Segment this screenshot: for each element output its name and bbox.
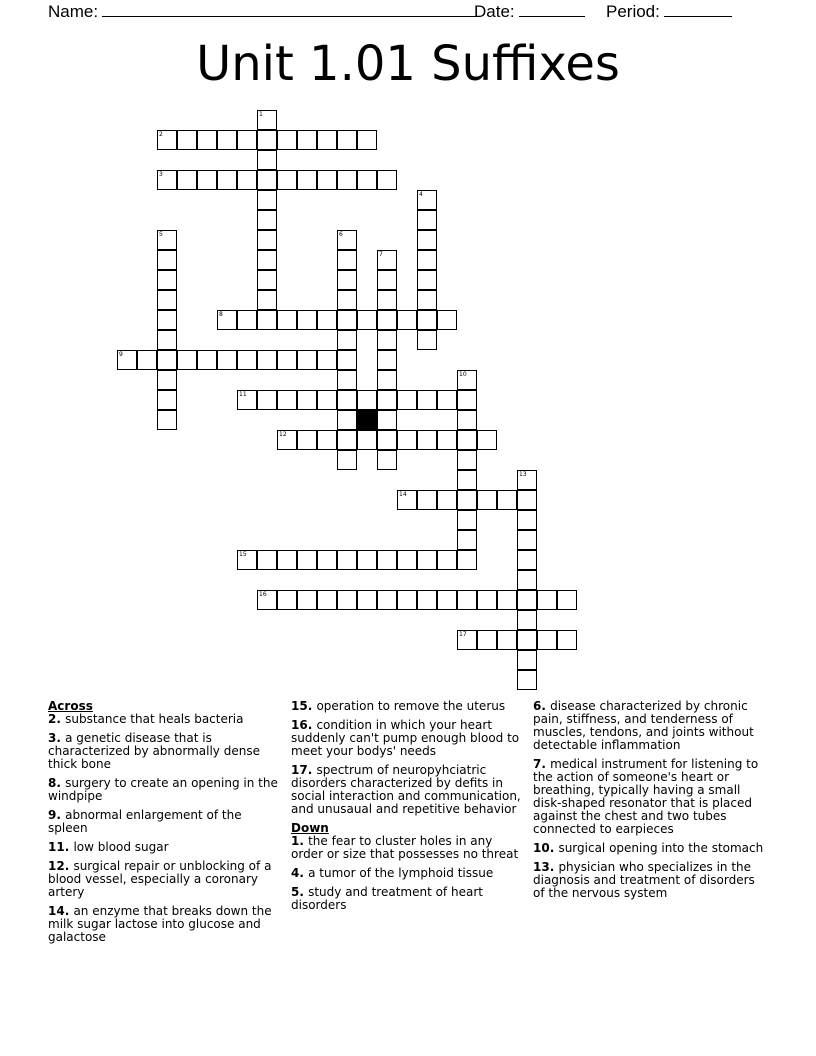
grid-cell[interactable] (397, 590, 417, 610)
grid-cell[interactable] (257, 590, 277, 610)
grid-cell[interactable] (157, 170, 177, 190)
grid-cell[interactable] (397, 430, 417, 450)
grid-cell[interactable] (297, 390, 317, 410)
grid-cell[interactable] (537, 590, 557, 610)
clue-number: 6 (339, 231, 343, 238)
name-label: Name: (48, 2, 99, 21)
clue-item (291, 764, 525, 816)
grid-cell[interactable] (357, 390, 377, 410)
grid-cell[interactable] (197, 130, 217, 150)
grid-cell[interactable] (497, 590, 517, 610)
grid-cell[interactable] (397, 490, 417, 510)
clue-item (291, 835, 525, 861)
clue-text: a tumor of the lymphoid tissue (308, 866, 494, 880)
grid-cell[interactable] (357, 170, 377, 190)
grid-cell[interactable] (237, 130, 257, 150)
grid-cell[interactable] (257, 290, 277, 310)
clue-item (48, 905, 280, 944)
grid-cell[interactable] (457, 550, 477, 570)
clue-item (48, 841, 280, 854)
grid-cell[interactable] (217, 170, 237, 190)
grid-cell[interactable] (257, 170, 277, 190)
clues-column-3 (533, 700, 769, 906)
grid-cell[interactable] (337, 270, 357, 290)
clue-text: condition in which your heart suddenly can't pump enough blood to meet your bodys' needs (291, 718, 520, 758)
grid-cell[interactable] (377, 410, 397, 430)
clue-number-label: 1. (291, 834, 309, 848)
clue-number-label: 7. (533, 757, 551, 771)
grid-cell[interactable] (337, 590, 357, 610)
grid-cell[interactable] (457, 510, 477, 530)
grid-cell[interactable] (517, 610, 537, 630)
clue-number: 17 (459, 631, 467, 638)
grid-cell[interactable] (417, 390, 437, 410)
grid-cell[interactable] (457, 430, 477, 450)
clue-number: 11 (239, 391, 247, 398)
clue-number: 2 (159, 131, 163, 138)
grid-cell[interactable] (277, 170, 297, 190)
grid-cell[interactable] (337, 170, 357, 190)
grid-cell[interactable] (337, 370, 357, 390)
grid-cell[interactable] (277, 430, 297, 450)
clue-item (533, 758, 769, 836)
grid-cell[interactable] (317, 130, 337, 150)
grid-cell[interactable] (337, 330, 357, 350)
grid-cell[interactable] (517, 630, 537, 650)
clues-section (0, 700, 816, 1000)
grid-cell[interactable] (317, 430, 337, 450)
clues-column-1 (48, 700, 280, 950)
grid-cell[interactable] (157, 250, 177, 270)
grid-cell[interactable] (257, 150, 277, 170)
grid-cell[interactable] (297, 350, 317, 370)
grid-cell[interactable] (317, 550, 337, 570)
grid-cell[interactable] (417, 590, 437, 610)
grid-cell[interactable] (437, 550, 457, 570)
grid-cell[interactable] (417, 430, 437, 450)
grid-cell[interactable] (477, 590, 497, 610)
clue-number: 16 (259, 591, 267, 598)
clue-number-label: 6. (533, 699, 551, 713)
grid-cell[interactable] (457, 630, 477, 650)
grid-cell[interactable] (477, 490, 497, 510)
clue-number-label: 14. (48, 904, 74, 918)
grid-cell[interactable] (357, 590, 377, 610)
grid-cell[interactable] (157, 330, 177, 350)
grid-cell[interactable] (417, 190, 437, 210)
grid-cell[interactable] (257, 250, 277, 270)
grid-cell[interactable] (517, 470, 537, 490)
grid-cell[interactable] (377, 170, 397, 190)
grid-cell[interactable] (457, 490, 477, 510)
clue-item (533, 700, 769, 752)
grid-cell[interactable] (417, 290, 437, 310)
grid-cell[interactable] (457, 370, 477, 390)
grid-cell[interactable] (357, 130, 377, 150)
grid-cell[interactable] (377, 250, 397, 270)
clue-number: 1 (259, 111, 263, 118)
clue-text: an enzyme that breaks down the milk sugar lactose into glucose and galactose (48, 904, 272, 944)
grid-cell[interactable] (157, 390, 177, 410)
grid-cell[interactable] (417, 270, 437, 290)
clue-number-label: 11. (48, 840, 74, 854)
grid-cell[interactable] (137, 350, 157, 370)
grid-cell[interactable] (317, 350, 337, 370)
grid-cell[interactable] (457, 410, 477, 430)
clue-item (48, 732, 280, 771)
grid-cell[interactable] (277, 390, 297, 410)
period-label: Period: (606, 2, 660, 21)
grid-cell[interactable] (517, 570, 537, 590)
grid-cell[interactable] (437, 590, 457, 610)
grid-cell[interactable] (377, 430, 397, 450)
grid-cell[interactable] (157, 230, 177, 250)
clue-number-label: 8. (48, 776, 66, 790)
clue-number-label: 9. (48, 808, 66, 822)
grid-cell[interactable] (277, 130, 297, 150)
grid-cell[interactable] (417, 310, 437, 330)
clue-number: 7 (379, 251, 383, 258)
clue-item (291, 867, 525, 880)
clue-number-label: 15. (291, 699, 317, 713)
grid-cell[interactable] (357, 430, 377, 450)
grid-cell[interactable] (297, 430, 317, 450)
clue-number-label: 16. (291, 718, 317, 732)
grid-cell[interactable] (417, 230, 437, 250)
grid-cell[interactable] (257, 550, 277, 570)
grid-cell[interactable] (337, 310, 357, 330)
clue-text: surgery to create an opening in the windpipe (48, 776, 278, 803)
grid-cell[interactable] (517, 550, 537, 570)
grid-cell[interactable] (277, 550, 297, 570)
grid-cell[interactable] (317, 390, 337, 410)
grid-cell[interactable] (217, 130, 237, 150)
clue-number: 10 (459, 371, 467, 378)
clue-text: disease characterized by chronic pain, stiffness, and tenderness of muscles, tendons, and joints without detectable inflammation (533, 699, 754, 752)
date-label: Date: (474, 2, 515, 21)
clue-item (291, 700, 525, 713)
grid-cell[interactable] (377, 550, 397, 570)
grid-cell[interactable] (157, 410, 177, 430)
grid-cell[interactable] (337, 350, 357, 370)
grid-cell[interactable] (377, 370, 397, 390)
grid-cell[interactable] (257, 390, 277, 410)
grid-cell[interactable] (197, 350, 217, 370)
clue-text: medical instrument for listening to the action of someone's heart or breathing, typically having a small disk-shaped resonator that is placed against the chest and two tubes connected to earpieces (533, 757, 759, 836)
grid-cell[interactable] (417, 490, 437, 510)
clue-text: substance that heals bacteria (65, 712, 244, 726)
grid-cell[interactable] (497, 490, 517, 510)
grid-cell[interactable] (277, 310, 297, 330)
grid-cell[interactable] (277, 590, 297, 610)
grid-cell[interactable] (517, 650, 537, 670)
grid-cell[interactable] (337, 450, 357, 470)
grid-cell[interactable] (357, 310, 377, 330)
grid-cell[interactable] (257, 350, 277, 370)
grid-cell[interactable] (337, 230, 357, 250)
grid-cell[interactable] (257, 230, 277, 250)
clue-item (291, 719, 525, 758)
grid-cell[interactable] (257, 130, 277, 150)
clue-item (291, 886, 525, 912)
grid-cell[interactable] (417, 210, 437, 230)
clue-number: 13 (519, 471, 527, 478)
grid-cell[interactable] (177, 170, 197, 190)
grid-cell[interactable] (457, 590, 477, 610)
grid-cell[interactable] (277, 350, 297, 370)
grid-cell[interactable] (517, 530, 537, 550)
clue-number: 3 (159, 171, 163, 178)
grid-cell[interactable] (437, 430, 457, 450)
grid-cell[interactable] (257, 110, 277, 130)
grid-cell[interactable] (297, 310, 317, 330)
grid-cell[interactable] (437, 310, 457, 330)
grid-cell[interactable] (237, 170, 257, 190)
clue-item (48, 777, 280, 803)
grid-cell[interactable] (437, 490, 457, 510)
grid-cell[interactable] (177, 350, 197, 370)
grid-cell[interactable] (477, 630, 497, 650)
clue-text: operation to remove the uterus (316, 699, 506, 713)
grid-cell[interactable] (397, 390, 417, 410)
clue-number: 4 (419, 191, 423, 198)
clue-number: 14 (399, 491, 407, 498)
grid-cell[interactable] (157, 290, 177, 310)
block-cell (357, 410, 377, 430)
grid-cell[interactable] (537, 630, 557, 650)
grid-cell[interactable] (517, 510, 537, 530)
grid-cell[interactable] (337, 410, 357, 430)
grid-cell[interactable] (337, 430, 357, 450)
grid-cell[interactable] (117, 350, 137, 370)
clue-item (48, 809, 280, 835)
grid-cell[interactable] (397, 310, 417, 330)
grid-cell[interactable] (437, 390, 457, 410)
clue-number: 15 (239, 551, 247, 558)
grid-cell[interactable] (517, 490, 537, 510)
clues-column-2 (291, 700, 525, 918)
grid-cell[interactable] (337, 290, 357, 310)
grid-cell[interactable] (177, 130, 197, 150)
grid-cell[interactable] (497, 630, 517, 650)
grid-cell[interactable] (237, 350, 257, 370)
clue-number-label: 4. (291, 866, 309, 880)
grid-cell[interactable] (337, 390, 357, 410)
grid-cell[interactable] (237, 310, 257, 330)
clue-number-label: 3. (48, 731, 66, 745)
grid-cell[interactable] (377, 330, 397, 350)
clue-text: surgical repair or unblocking of a blood vessel, especially a coronary artery (48, 859, 272, 899)
grid-cell[interactable] (377, 390, 397, 410)
grid-cell[interactable] (377, 350, 397, 370)
grid-cell[interactable] (257, 270, 277, 290)
grid-cell[interactable] (297, 170, 317, 190)
clue-text: physician who specializes in the diagnosis and treatment of disorders of the nervous system (533, 860, 755, 900)
clue-text: low blood sugar (73, 840, 169, 854)
clue-text: study and treatment of heart disorders (291, 885, 483, 912)
clue-number: 8 (219, 311, 223, 318)
grid-cell[interactable] (477, 430, 497, 450)
grid-cell[interactable] (357, 550, 377, 570)
grid-cell[interactable] (237, 390, 257, 410)
across-heading: Across (48, 699, 93, 713)
clue-text: a genetic disease that is characterized by abnormally dense thick bone (48, 731, 260, 771)
grid-cell[interactable] (217, 310, 237, 330)
grid-cell[interactable] (217, 350, 237, 370)
grid-cell[interactable] (377, 290, 397, 310)
grid-cell[interactable] (297, 590, 317, 610)
down-heading: Down (291, 821, 329, 835)
clue-number-label: 2. (48, 712, 66, 726)
grid-cell[interactable] (377, 270, 397, 290)
grid-cell[interactable] (317, 170, 337, 190)
clue-number: 5 (159, 231, 163, 238)
grid-cell[interactable] (157, 310, 177, 330)
grid-cell[interactable] (457, 450, 477, 470)
grid-cell[interactable] (257, 310, 277, 330)
clue-number-label: 10. (533, 841, 559, 855)
clue-item (533, 842, 769, 855)
grid-cell[interactable] (417, 550, 437, 570)
clue-text: surgical opening into the stomach (558, 841, 764, 855)
grid-cell[interactable] (157, 130, 177, 150)
clue-number-label: 5. (291, 885, 309, 899)
grid-cell[interactable] (197, 170, 217, 190)
grid-cell[interactable] (517, 670, 537, 690)
grid-cell[interactable] (557, 630, 577, 650)
clue-number: 9 (119, 351, 123, 358)
clue-item (48, 860, 280, 899)
grid-cell[interactable] (337, 550, 357, 570)
clue-text: spectrum of neuropyhciatric disorders characterized by defits in social interaction and communication, and unusaual and repetitive behavior (291, 763, 521, 816)
grid-cell[interactable] (417, 330, 437, 350)
grid-cell[interactable] (457, 470, 477, 490)
grid-cell[interactable] (257, 190, 277, 210)
grid-cell[interactable] (377, 310, 397, 330)
grid-cell[interactable] (297, 550, 317, 570)
clue-item (533, 861, 769, 900)
grid-cell[interactable] (237, 550, 257, 570)
grid-cell[interactable] (457, 530, 477, 550)
clue-number: 12 (279, 431, 287, 438)
clue-number-label: 12. (48, 859, 74, 873)
clue-text: abnormal enlargement of the spleen (48, 808, 242, 835)
grid-cell[interactable] (317, 310, 337, 330)
grid-cell[interactable] (457, 390, 477, 410)
clue-number-label: 13. (533, 860, 559, 874)
clue-number-label: 17. (291, 763, 317, 777)
grid-cell[interactable] (377, 450, 397, 470)
page-title: Unit 1.01 Suffixes (196, 36, 620, 92)
grid-cell[interactable] (377, 590, 397, 610)
grid-cell[interactable] (337, 250, 357, 270)
grid-cell[interactable] (557, 590, 577, 610)
grid-cell[interactable] (417, 250, 437, 270)
grid-cell[interactable] (397, 550, 417, 570)
grid-cell[interactable] (297, 130, 317, 150)
grid-cell[interactable] (337, 130, 357, 150)
grid-cell[interactable] (157, 350, 177, 370)
grid-cell[interactable] (257, 210, 277, 230)
clue-item (48, 713, 280, 726)
clue-text: the fear to cluster holes in any order or size that possesses no threat (291, 834, 519, 861)
grid-cell[interactable] (517, 590, 537, 610)
grid-cell[interactable] (157, 370, 177, 390)
grid-cell[interactable] (317, 590, 337, 610)
grid-cell[interactable] (157, 270, 177, 290)
